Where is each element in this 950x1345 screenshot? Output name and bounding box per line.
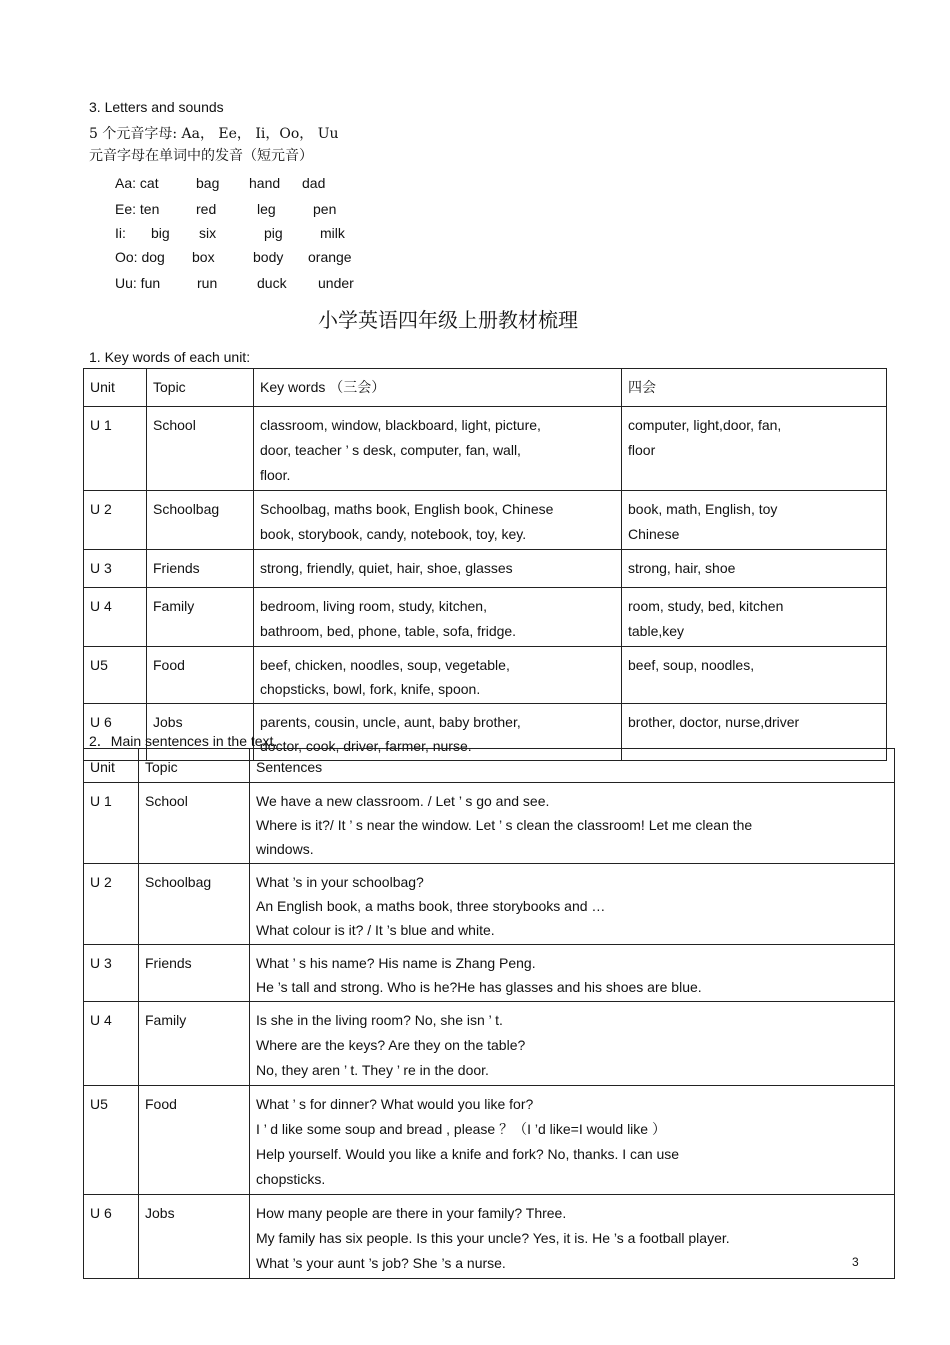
key-line: chopsticks, bowl, fork, knife, spoon. [260,681,481,697]
key-words-cell [254,550,622,588]
sentence-line: What ’ s his name? His name is Zhang Peng. [256,955,536,971]
table-row [84,1086,895,1195]
four-line: Chinese [628,526,680,542]
sentence-line: He ’s tall and strong. Who is he?He has glasses and his shoes are blue. [256,979,702,995]
page-title: 小学英语四年级上册教材梳理 [318,308,578,332]
unit-cell: U 3 [84,945,139,1002]
table-row [84,647,887,704]
unit-cell: U 6 [84,704,147,761]
topic-cell: School [147,407,254,491]
four-line: book, math, English, toy [628,501,778,517]
topic-cell: School [139,783,250,864]
four-skills-cell [622,550,887,588]
sentence-line: Where are the keys? Are they on the table? [256,1037,526,1053]
table-row [84,945,895,1002]
vowel-label: Uu: fun [115,275,161,291]
key-line: bedroom, living room, study, kitchen, [260,598,487,614]
sentence-line: What ’s your aunt ’s job? She ’s a nurse. [256,1255,506,1271]
unit-cell: U5 [84,1086,139,1195]
four-line: room, study, bed, kitchen [628,598,784,614]
vowel-word: orange [308,249,352,265]
key-line: strong, friendly, quiet, hair, shoe, glasses [260,560,513,576]
unit-cell: U 2 [84,864,139,945]
table-row [84,783,895,864]
vowel-word: leg [257,201,276,217]
sentence-line: No, they aren ’ t. They ’ re in the door. [256,1062,489,1078]
vowel-word: box [192,249,215,265]
vowel-label: Ii: [115,225,126,241]
sentences-cell [250,1086,895,1195]
unit-cell: U 1 [84,407,147,491]
header-four-skills: 四会 [622,369,887,407]
sentence-line: My family has six people. Is this your uncle? Yes, it is. He ’s a football player. [256,1230,730,1246]
table-row [84,1002,895,1086]
topic-cell: Food [147,647,254,704]
sentence-line: An English book, a maths book, three storybooks and … [256,898,606,914]
sentences-cell [250,1002,895,1086]
topic-cell: Friends [147,550,254,588]
table-row [84,491,887,550]
four-skills-cell [622,647,887,704]
header-key-words: Key words （三会） [254,369,622,407]
vowel-label: Oo: dog [115,249,165,265]
header-topic: Topic [139,749,250,783]
four-line: brother, doctor, nurse,driver [628,714,800,730]
sentence-line: Help yourself. Would you like a knife and fork? No, thanks. I can use [256,1146,680,1162]
unit-cell: U 3 [84,550,147,588]
sentences-cell [250,864,895,945]
header-unit: Unit [84,369,147,407]
vowel-word: hand [249,175,281,191]
key-line: book, storybook, candy, notebook, toy, key. [260,526,527,542]
table-row [84,1195,895,1279]
key-words-cell [254,647,622,704]
letters-sounds-heading: 3. Letters and sounds [89,99,224,115]
vowel-word: run [197,275,218,291]
vowel-word: red [196,201,217,217]
key-line: floor. [260,467,291,483]
header-sentences: Sentences [250,749,895,783]
vowel-word: pig [264,225,283,241]
topic-cell: Jobs [139,1195,250,1279]
unit-cell: U 6 [84,1195,139,1279]
four-line: computer, light,door, fan, [628,417,782,433]
keywords-heading: 1. Key words of each unit: [89,349,251,365]
header-topic: Topic [147,369,254,407]
header-unit: Unit [84,749,139,783]
topic-cell: Family [139,1002,250,1086]
sentences-heading: 2．Main sentences in the text. [89,733,278,749]
sentence-line: Where is it?/ It ’ s near the window. Let ’ s clean the classroom! Let me clean the [256,817,753,833]
topic-cell: Jobs [147,704,254,761]
short-vowel-note: 元音字母在单词中的发音（短元音） [89,148,313,164]
four-skills-cell [622,407,887,491]
table-row [84,550,887,588]
four-skills-cell [622,588,887,647]
sentence-line: Is she in the living room? No, she isn ’ t. [256,1012,503,1028]
vowel-word: big [151,225,170,241]
vowel-word: pen [313,201,337,217]
sentence-line: We have a new classroom. / Let ’ s go and see. [256,793,550,809]
table-header-row [84,369,887,407]
four-line: floor [628,442,656,458]
key-words-cell [254,588,622,647]
four-line: beef, soup, noodles, [628,657,755,673]
vowel-letters-line: 5 个元音字母: Aa， Ee， Ii，Oo， Uu [89,126,339,142]
key-line: doctor, cook, driver, farmer, nurse. [260,738,472,754]
key-line: Schoolbag, maths book, English book, Chinese [260,501,554,517]
vowel-word: under [318,275,354,291]
vowel-word: body [253,249,284,265]
topic-cell: Family [147,588,254,647]
unit-cell: U 4 [84,1002,139,1086]
page-number: 3 [852,1255,859,1269]
table-row [84,864,895,945]
unit-cell: U 1 [84,783,139,864]
sentences-cell [250,1195,895,1279]
sentences-cell [250,783,895,864]
sentence-line: I ’ d like some soup and bread , please ？（I ’d like=I would like ） [256,1121,666,1137]
key-line: bathroom, bed, phone, table, sofa, fridge. [260,623,517,639]
four-line: table,key [628,623,685,639]
key-words-cell [254,491,622,550]
four-line: strong, hair, shoe [628,560,736,576]
unit-cell: U5 [84,647,147,704]
sentence-line: What ’s in your schoolbag? [256,874,424,890]
key-words-cell [254,407,622,491]
vowel-word: bag [196,175,220,191]
topic-cell: Food [139,1086,250,1195]
key-line: door, teacher ’ s desk, computer, fan, wall, [260,442,521,458]
sentence-line: chopsticks. [256,1171,326,1187]
key-line: beef, chicken, noodles, soup, vegetable, [260,657,510,673]
key-line: parents, cousin, uncle, aunt, baby brother, [260,714,521,730]
vowel-word: duck [257,275,287,291]
vowel-word: milk [320,225,345,241]
keywords-table [83,368,887,761]
vowel-label: Aa: cat [115,175,159,191]
table-row [84,407,887,491]
vowel-word: dad [302,175,326,191]
topic-cell: Friends [139,945,250,1002]
sentences-cell [250,945,895,1002]
sentence-line: windows. [256,841,314,857]
table-header-row [84,749,895,783]
table-row [84,588,887,647]
sentence-line: How many people are there in your family? Three. [256,1205,567,1221]
topic-cell: Schoolbag [139,864,250,945]
four-skills-cell [622,491,887,550]
sentence-line: What ’ s for dinner? What would you like for? [256,1096,534,1112]
sentences-table [83,748,895,1279]
sentence-line: What colour is it? / It ’s blue and white. [256,922,495,938]
vowel-label: Ee: ten [115,201,160,217]
key-line: classroom, window, blackboard, light, picture, [260,417,541,433]
topic-cell: Schoolbag [147,491,254,550]
unit-cell: U 2 [84,491,147,550]
vowel-word: six [199,225,217,241]
unit-cell: U 4 [84,588,147,647]
